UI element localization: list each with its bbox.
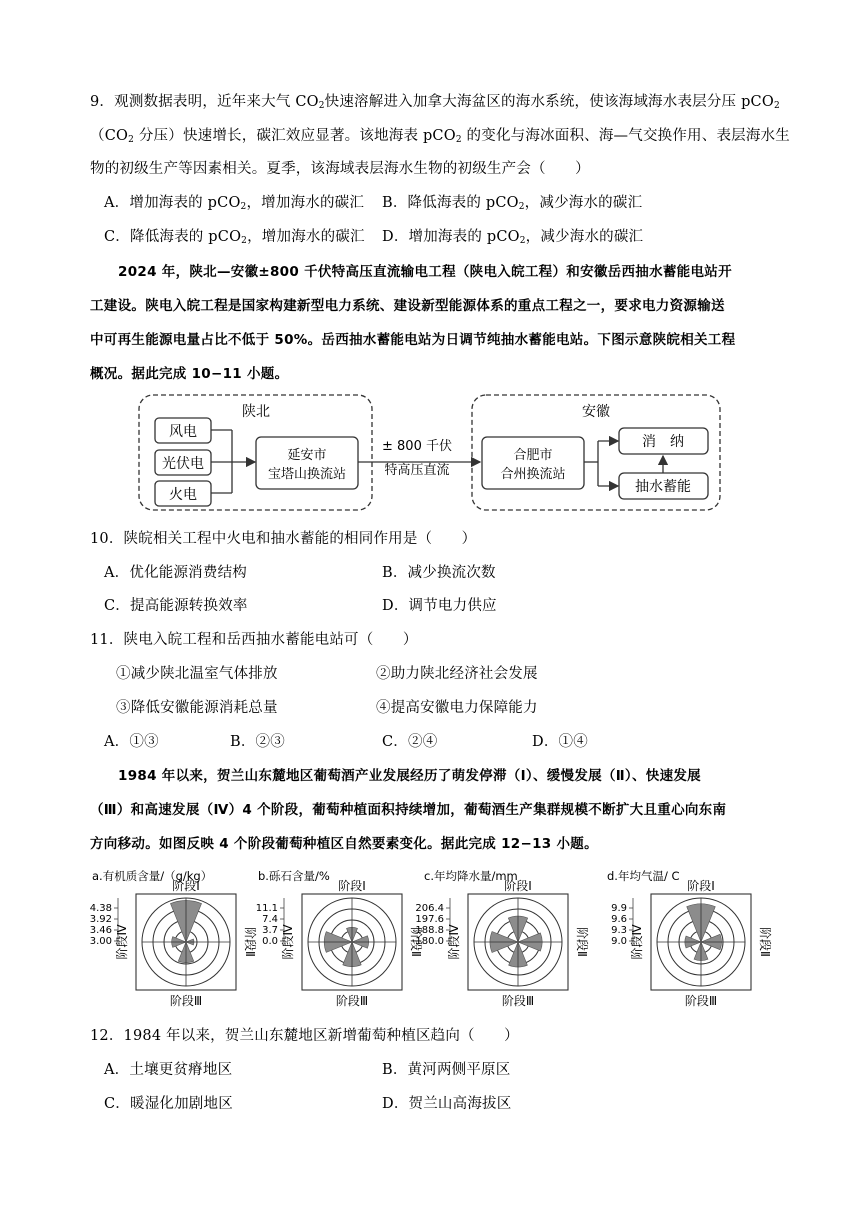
tick-label: 197.6 — [415, 914, 444, 925]
q11-stem: 11．陕电入皖工程和岳西抽水蓄能电站可（ ） — [90, 632, 418, 648]
q10-option-c[interactable]: C．提高能源转换效率 — [104, 598, 248, 614]
q9-option-a[interactable]: A．增加海表的 pCO$_2$，增加海水的碳汇 — [104, 195, 365, 212]
stage-label-4: 阶段Ⅳ — [447, 924, 461, 960]
wind-power-label: 风电 — [169, 424, 197, 440]
q10-option-a[interactable]: A．优化能源消费结构 — [104, 565, 247, 581]
petal-chart-3 — [607, 869, 772, 1008]
tick-label: 180.0 — [415, 936, 444, 947]
tick-label: 9.0 — [611, 936, 627, 947]
tick-label: 9.3 — [611, 925, 627, 936]
stage-natural-factor-charts — [0, 862, 860, 1012]
thermal-power-label: 火电 — [169, 487, 197, 503]
q9-option-c[interactable]: C．降低海表的 pCO$_2$，增加海水的碳汇 — [104, 229, 365, 246]
tick-label: 11.1 — [255, 903, 278, 914]
uhv-label-line-2: 特高压直流 — [384, 463, 450, 478]
stage-label-2: 阶段Ⅱ — [243, 927, 257, 957]
q9-option-d[interactable]: D．增加海表的 pCO$_2$，减少海水的碳汇 — [382, 229, 644, 246]
tick-label: 4.38 — [89, 903, 112, 914]
q10-option-b[interactable]: B．减少换流次数 — [382, 565, 496, 581]
chart-title: b.砾石含量/% — [258, 869, 330, 883]
q9-stem-line-3: 物的初级生产等因素相关。夏季，该海域表层海水生物的初级生产会（ ） — [90, 161, 590, 177]
tick-label: 3.00 — [89, 936, 112, 947]
passage2-line-1: 1984 年以来，贺兰山东麓地区葡萄酒产业发展经历了萌发停滞（Ⅰ）、缓慢发展（Ⅱ）、快速发展 — [118, 768, 701, 784]
petal-chart-0 — [90, 869, 257, 1008]
stage-label-1: 阶段Ⅰ — [338, 879, 366, 893]
q11-statement-2: ②助力陕北经济社会发展 — [376, 666, 538, 682]
hezhou-station-line-2: 合州换流站 — [500, 467, 566, 482]
passage1-line-4: 概况。据此完成 10−11 小题。 — [90, 366, 289, 382]
q10-stem: 10．陕皖相关工程中火电和抽水蓄能的相同作用是（ ） — [90, 531, 477, 547]
chart-title: a.有机质含量/（g/kg） — [92, 869, 213, 883]
tick-label: 206.4 — [415, 903, 444, 914]
q11-option-b[interactable]: B．②③ — [230, 734, 285, 750]
solar-power-label: 光伏电 — [162, 456, 204, 472]
passage1-line-3: 中可再生能源电量占比不低于 50%。岳西抽水蓄能电站为日调节纯抽水蓄能电站。下图示意陕皖相关工程 — [90, 332, 736, 348]
passage1-line-2: 工建设。陕电入皖工程是国家构建新型电力系统、建设新型能源体系的重点工程之一，要求电力资源输送 — [90, 298, 725, 314]
passage2-line-2: （Ⅲ）和高速发展（Ⅳ）4 个阶段，葡萄种植面积持续增加，葡萄酒生产集群规模不断扩大且重心向东南 — [90, 802, 727, 818]
petal-chart-2 — [415, 869, 589, 1008]
tick-label: 0.0 — [262, 936, 278, 947]
q9-stem-line-2: （$CO_2$ 分压）快速增长，碳汇效应显著。该地海表 pCO$_2$ 的变化与海冰面积、海—气交换作用、表层海水生 — [90, 128, 790, 145]
stage-label-2: 阶段Ⅱ — [409, 927, 423, 957]
q11-statement-4: ④提高安徽电力保障能力 — [376, 700, 538, 716]
uhv-label-line-1: ± 800 千伏 — [382, 439, 452, 454]
anhui-title: 安徽 — [582, 404, 610, 420]
q11-option-c[interactable]: C．②④ — [382, 734, 438, 750]
stage-label-4: 阶段Ⅳ — [115, 924, 129, 960]
passage2-line-3: 方向移动。如图反映 4 个阶段葡萄种植区自然要素变化。据此完成 12−13 小题。 — [90, 836, 598, 852]
tick-label: 188.8 — [415, 925, 444, 936]
q12-stem: 12．1984 年以来，贺兰山东麓地区新增葡萄种植区趋向（ ） — [90, 1028, 519, 1044]
q11-statement-3: ③降低安徽能源消耗总量 — [116, 700, 278, 716]
q12-option-a[interactable]: A．土壤更贫瘠地区 — [104, 1062, 233, 1078]
stage-label-3: 阶段Ⅲ — [684, 994, 718, 1008]
stage-label-4: 阶段Ⅳ — [630, 924, 644, 960]
stage-label-3: 阶段Ⅲ — [169, 994, 203, 1008]
stage-label-1: 阶段Ⅰ — [504, 879, 532, 893]
consumption-label: 消 纳 — [642, 434, 684, 450]
tick-label: 3.92 — [89, 914, 112, 925]
q9-option-b[interactable]: B．降低海表的 pCO$_2$，减少海水的碳汇 — [382, 195, 643, 212]
shaanbei-title: 陕北 — [242, 404, 270, 420]
baotashan-station-line-2: 宝塔山换流站 — [267, 467, 347, 482]
q11-option-d[interactable]: D．①④ — [532, 734, 588, 750]
stage-label-1: 阶段Ⅰ — [172, 879, 200, 893]
passage1-line-1: 2024 年，陕北—安徽±800 千伏特高压直流输电工程（陕电入皖工程）和安徽岳西抽水蓄能电站开 — [118, 264, 732, 280]
stage-label-2: 阶段Ⅱ — [575, 927, 589, 957]
stage-label-1: 阶段Ⅰ — [687, 879, 715, 893]
tick-label: 9.9 — [611, 903, 627, 914]
stage-label-4: 阶段Ⅳ — [281, 924, 295, 960]
stage-label-3: 阶段Ⅲ — [335, 994, 369, 1008]
tick-label: 9.6 — [611, 914, 627, 925]
q9-stem-line-1: 9．观测数据表明，近年来大气 $CO_2$快速溶解进入加拿大海盆区的海水系统，使该海域海水表层分压 pCO$_2$ — [90, 94, 780, 111]
tick-label: 3.7 — [262, 925, 278, 936]
stage-label-2: 阶段Ⅱ — [758, 927, 772, 957]
tick-label: 7.4 — [262, 914, 278, 925]
q11-statement-1: ①减少陕北温室气体排放 — [116, 666, 278, 682]
q12-option-b[interactable]: B．黄河两侧平原区 — [382, 1062, 511, 1078]
q10-option-d[interactable]: D．调节电力供应 — [382, 598, 497, 614]
power-flow-diagram — [0, 0, 860, 520]
petal-chart-1 — [256, 869, 423, 1008]
chart-title: d.年均气温/ C — [607, 869, 680, 883]
pumped-storage-label: 抽水蓄能 — [635, 479, 691, 495]
stage-label-3: 阶段Ⅲ — [501, 994, 535, 1008]
hezhou-station-line-1: 合肥市 — [513, 448, 553, 463]
q12-option-d[interactable]: D．贺兰山高海拔区 — [382, 1096, 512, 1112]
q11-option-a[interactable]: A．①③ — [104, 734, 159, 750]
chart-title: c.年均降水量/mm — [424, 869, 518, 883]
q12-option-c[interactable]: C．暖湿化加剧地区 — [104, 1096, 233, 1112]
baotashan-station-line-1: 延安市 — [287, 448, 327, 463]
tick-label: 3.46 — [89, 925, 112, 936]
